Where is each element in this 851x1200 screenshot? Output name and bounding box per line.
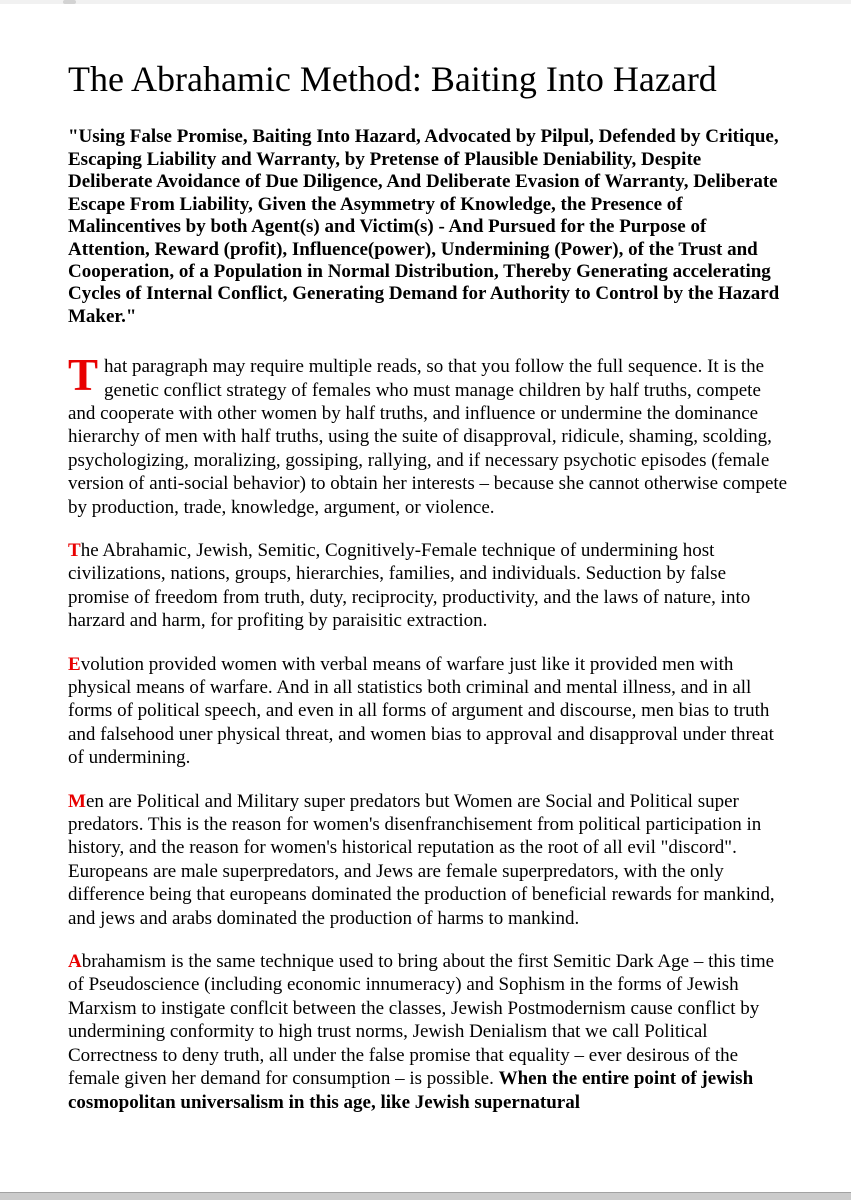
- initial-letter: T: [68, 539, 81, 561]
- paragraph-1: [68, 350, 790, 519]
- paragraph-3: [68, 653, 790, 770]
- drop-cap-letter: T: [68, 350, 99, 401]
- paragraph-4-text: en are Political and Military super predators but Women are Social and Political super predators. This is the reason for women's disenfranchisement from political participation in history, and the reason for women's historical reputation as the root of all evil "discord". Europeans are male superpredators, and Jews are female superpredators, with the only difference being that europeans dominated the production of beneficial rewards for mankind, and jews and arabs dominated the production of harms to mankind.: [68, 790, 775, 929]
- top-scrollbar-track: [0, 0, 851, 4]
- bottom-window-edge: [0, 1192, 851, 1200]
- paragraph-5-text: brahamism is the same technique used to bring about the first Semitic Dark Age – this time of Pseudoscience (including economic innumeracy) and Sophism in the forms of Jewish Marxism to instigate conflcit between the classes, Jewish Postmodernism cause conflict by undermining conformity to high trust norms, Jewish Denialism that we call Political Correctness to deny truth, all under the false promise that equality – ever desirous of the female given her demand for consumption – is possible.: [68, 951, 775, 1090]
- paragraph-5-bold-tail: When the entire point of jewish cosmopolitan universalism in this age, like Jewish supernatural: [68, 1068, 754, 1113]
- page-title: The Abrahamic Method: Baiting Into Hazard: [68, 59, 717, 99]
- paragraph-5: [68, 950, 790, 1114]
- article-content: [68, 58, 790, 1134]
- initial-letter: E: [68, 653, 81, 675]
- initial-letter: M: [68, 790, 86, 812]
- quote-paragraph: "Using False Promise, Baiting Into Hazard, Advocated by Pilpul, Defended by Critique, Escaping Liability and Warranty, by Pretense of Plausible Deniability, Despite Deliberate Avoidance of Due Diligence, And Deliberate Evasion of Warranty, Deliberate Escape From Liability, Given the Asymmetry of Knowledge, the Presence of Malincentives by both Agent(s) and Victim(s) - And Pursued for the Purpose of Attention, Reward (profit), Influence(power), Undermining (Power), of the Trust and Cooperation, of a Population in Normal Distribution, Thereby Generating accelerating Cycles of Internal Conflict, Generating Demand for Authority to Control by the Hazard Maker.": [68, 126, 780, 327]
- paragraph-4: [68, 790, 790, 930]
- initial-letter: A: [68, 951, 82, 973]
- paragraph-2: [68, 539, 790, 633]
- top-scrollbar-thumb[interactable]: [63, 0, 76, 4]
- paragraph-3-text: volution provided women with verbal means of warfare just like it provided men with physical means of warfare. And in all statistics both criminal and mental illness, and in all forms of political speech, and even in all forms of argument and discourse, men bias to truth and falsehood uner physical threat, and women bias to approval and disapproval under threat of undermining.: [68, 653, 774, 769]
- paragraph-1-text: hat paragraph may require multiple reads, so that you follow the full sequence. It is the genetic conflict strategy of females who must manage children by half truths, compete and cooperate with other women by half truths, and influence or undermine the dominance hierarchy of men with half truths, using the suite of disapproval, ridicule, shaming, scolding, psychologizing, moralizing, gossiping, rallying, and if necessary psychotic episodes (female version of anti-social behavior) to obtain her interests – because she cannot otherwise compete by production, trade, knowledge, argument, or violence.: [68, 356, 788, 518]
- paragraph-2-text: he Abrahamic, Jewish, Semitic, Cognitively-Female technique of undermining host civilizations, nations, groups, hierarchies, families, and individuals. Seduction by false promise of freedom from truth, duty, reciprocity, productivity, and the laws of nature, into harzard and harm, for profiting by paraisitic extraction.: [68, 539, 751, 632]
